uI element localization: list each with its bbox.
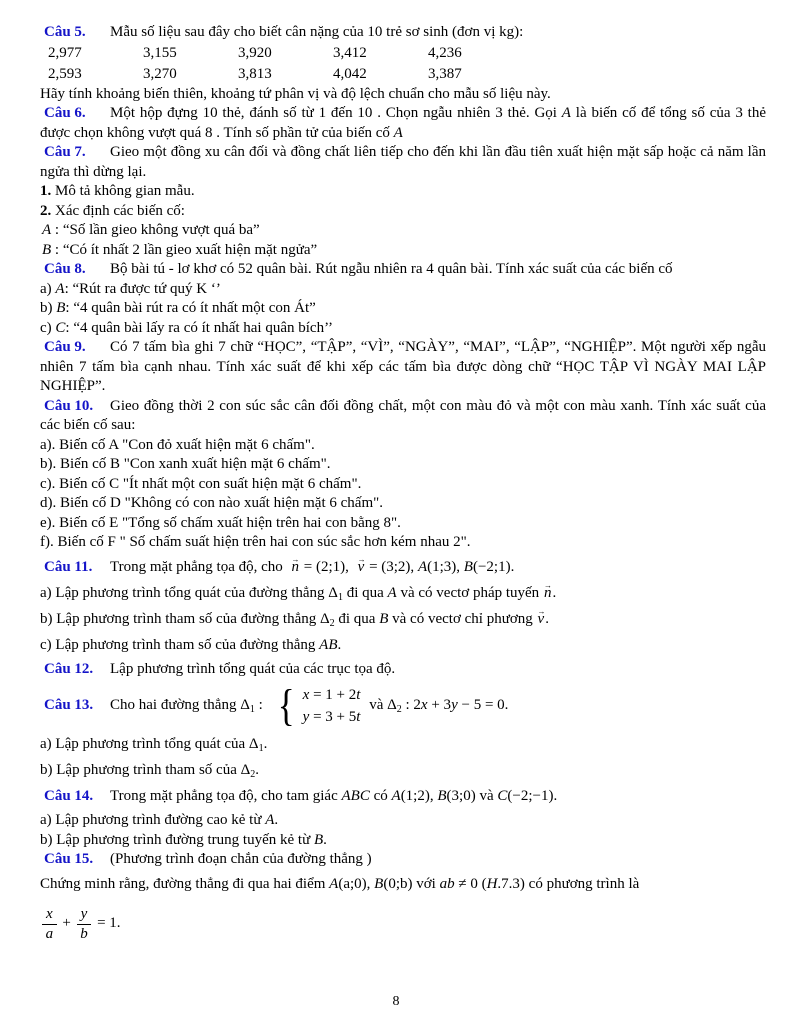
line-text: b) B: “4 quân bài rút ra có ít nhất một con Át” <box>40 300 316 316</box>
question-5-data-row-2 <box>40 64 766 85</box>
question-14-item-a <box>40 811 766 831</box>
line-text: Bộ bài tú - lơ khơ có 52 quân bài. Rút ngẫu nhiên ra 4 quân bài. Tính xác suất của các biến cố <box>110 261 673 277</box>
question-10-item-c <box>40 475 766 495</box>
line-text: f). Biến cố F " Số chấm suất hiện trên hai con súc sắc hơn kém nhau 2". <box>40 534 471 550</box>
question-7-item-1 <box>40 182 766 202</box>
question-label: Câu 5. <box>44 24 86 40</box>
question-10-item-e <box>40 514 766 534</box>
line-text: c) Lập phương trình tham số của đường thẳng AB. <box>40 636 342 653</box>
data-value: 3,155 <box>143 44 177 61</box>
question-8-item-b <box>40 299 766 319</box>
question-label: Câu 14. <box>44 788 94 804</box>
line-text: 2. Xác định các biến cố: <box>40 202 185 219</box>
line-text: b) Lập phương trình tham số của đường thẳng $\Delta_2$ đi qua B và có vectơ chỉ phương → v. <box>40 611 549 627</box>
question-label: Câu 13. <box>44 697 94 714</box>
line-text: a). Biến cố A "Con đỏ xuất hiện mặt 6 chấm". <box>40 436 315 453</box>
question-11-heading <box>40 556 766 579</box>
question-15-body <box>40 873 766 896</box>
question-13-item-b <box>40 759 766 782</box>
question-7-item-2 <box>40 202 766 222</box>
question-10-heading <box>40 397 766 436</box>
question-5-heading <box>40 23 766 43</box>
question-9-heading <box>40 338 766 397</box>
line-text: Mẫu số liệu sau đây cho biết cân nặng của 10 trẻ sơ sinh (đơn vị kg): <box>110 24 524 40</box>
question-11-item-c <box>40 634 766 657</box>
line-text: a) Lập phương trình tổng quát của đường thẳng $\Delta_1$ đi qua A và có vectơ pháp tuyến → n. <box>40 585 556 601</box>
question-label: Câu 11. <box>44 558 93 575</box>
data-value: 4,042 <box>333 65 367 82</box>
line-text: b) Lập phương trình tham số của $\Delta_2$. <box>40 762 259 780</box>
line-text: b) Lập phương trình đường trung tuyến kẻ từ B. <box>40 831 327 848</box>
question-10-item-f <box>40 533 766 553</box>
question-12-heading <box>40 660 766 680</box>
question-13-heading <box>40 681 766 731</box>
line-text: c) C: “4 quân bài lấy ra có ít nhất hai quân bích’’ <box>40 319 333 336</box>
question-label: Câu 15. <box>44 851 94 867</box>
data-value: 3,412 <box>333 44 367 61</box>
question-8-item-c <box>40 319 766 339</box>
question-label: Câu 6. <box>44 105 86 121</box>
line-text: Gieo một đồng xu cân đối và đồng chất liên tiếp cho đến khi lần đầu tiên xuất hiện mặt sấp hoặc cả năm lần ngửa thì dừng lại. <box>40 144 766 180</box>
line-text: c). Biến cố C "Ít nhất một con suất hiện mặt 6 chấm". <box>40 475 362 492</box>
line-text: Trong mặt phẳng tọa độ, cho tam giác ABC có A(1;2), B(3;0) và C(−2;−1). <box>110 788 558 804</box>
line-text: Lập phương trình tổng quát của các trục tọa độ. <box>110 660 396 677</box>
line-text: d). Biến cố D "Không có con nào xuất hiện mặt 6 chấm". <box>40 495 383 511</box>
question-14-item-b <box>40 831 766 851</box>
line-text: Gieo đồng thời 2 con súc sắc cân đối đồng chất, một con màu đỏ và một con màu xanh. Tính xác suất của các biến cố sau: <box>40 397 766 433</box>
line-text: a) A: “Rút ra được tứ quý K ‘’ <box>40 280 221 297</box>
question-label: Câu 10. <box>44 397 94 414</box>
question-7-heading <box>40 143 766 182</box>
question-14-heading <box>40 785 766 808</box>
line-text: $\frac{x}{a}$ + $\frac{y}{b}$ = 1. <box>40 915 121 931</box>
line-text: Cho hai đường thẳng $\Delta_1$ : { x = 1 + 2t y = 3 + 5t và $\Delta_2$ : 2x + 3y − 5 = 0. <box>110 681 509 731</box>
line-text: Trong mặt phẳng tọa độ, cho → n = (2;1), → v = (3;2), A(1;3), B(−2;1). <box>110 559 514 575</box>
question-10-item-a <box>40 436 766 456</box>
question-15-heading <box>40 850 766 870</box>
question-8-item-a <box>40 280 766 300</box>
line-text: (Phương trình đoạn chắn của đường thẳng ) <box>110 851 372 867</box>
line-text: 1. Mô tả không gian mẫu. <box>40 183 195 199</box>
question-11-item-b <box>40 608 766 631</box>
data-value: 3,387 <box>428 65 462 82</box>
question-label: Câu 8. <box>44 261 86 277</box>
data-value: 3,270 <box>143 65 177 82</box>
line-text: e). Biến cố E "Tổng số chấm xuất hiện trên hai con bằng 8". <box>40 514 401 531</box>
line-text: b). Biến cố B "Con xanh xuất hiện mặt 6 chấm". <box>40 456 331 472</box>
line-text: a) Lập phương trình tổng quát của $\Delta_1$. <box>40 736 268 754</box>
line-text: Chứng minh rằng, đường thẳng đi qua hai điểm A(a;0), B(0;b) với ab ≠ 0 (H.7.3) có phương trình là <box>40 875 640 892</box>
line-text: a) Lập phương trình đường cao kẻ từ A. <box>40 812 279 828</box>
question-15-formula <box>40 906 766 943</box>
question-8-heading <box>40 260 766 280</box>
question-10-item-d <box>40 494 766 514</box>
question-5-data-row-1 <box>40 43 766 64</box>
line-text: A : “Số lần gieo không vượt quá ba” <box>42 222 260 238</box>
data-value: 4,236 <box>428 44 462 61</box>
question-7-event-a <box>40 221 766 241</box>
line-text: Hãy tính khoảng biến thiên, khoảng tứ phân vị và độ lệch chuẩn cho mẫu số liệu này. <box>40 85 551 102</box>
line-text: Một hộp đựng 10 thẻ, đánh số từ 1 đến 10 . Chọn ngẫu nhiên 3 thẻ. Gọi A là biến cố để tổng số của 3 thẻ được chọn không vượt quá 8 . Tính số phần tử của biến cố A <box>40 105 766 141</box>
question-label: Câu 7. <box>44 144 86 160</box>
question-11-item-a <box>40 582 766 605</box>
question-label: Câu 12. <box>44 660 94 677</box>
line-text: B : “Có ít nhất 2 lần gieo xuất hiện mặt ngửa” <box>42 241 318 258</box>
question-13-item-a <box>40 733 766 756</box>
data-value: 2,593 <box>48 65 82 82</box>
line-text: Có 7 tấm bìa ghi 7 chữ “HỌC”, “TẬP”, “VÌ”, “NGÀY”, “MAI”, “LẬP”, “NGHIỆP”. Một người xếp ngẫu nhiên 7 tấm bìa cạnh nhau. Tính xác suất để khi xếp các tấm bìa được dòng chữ “HỌC TẬP VÌ NGÀY MAI LẬP NGHIỆP”. <box>40 339 766 394</box>
page-number: 8 <box>392 994 400 1009</box>
data-value: 3,920 <box>238 44 272 61</box>
question-10-item-b <box>40 455 766 475</box>
data-value: 2,977 <box>48 44 82 61</box>
data-value: 3,813 <box>238 65 272 82</box>
question-label: Câu 9. <box>44 339 86 355</box>
question-7-event-b <box>40 241 766 261</box>
question-5-task <box>40 85 766 105</box>
question-6-heading <box>40 104 766 143</box>
